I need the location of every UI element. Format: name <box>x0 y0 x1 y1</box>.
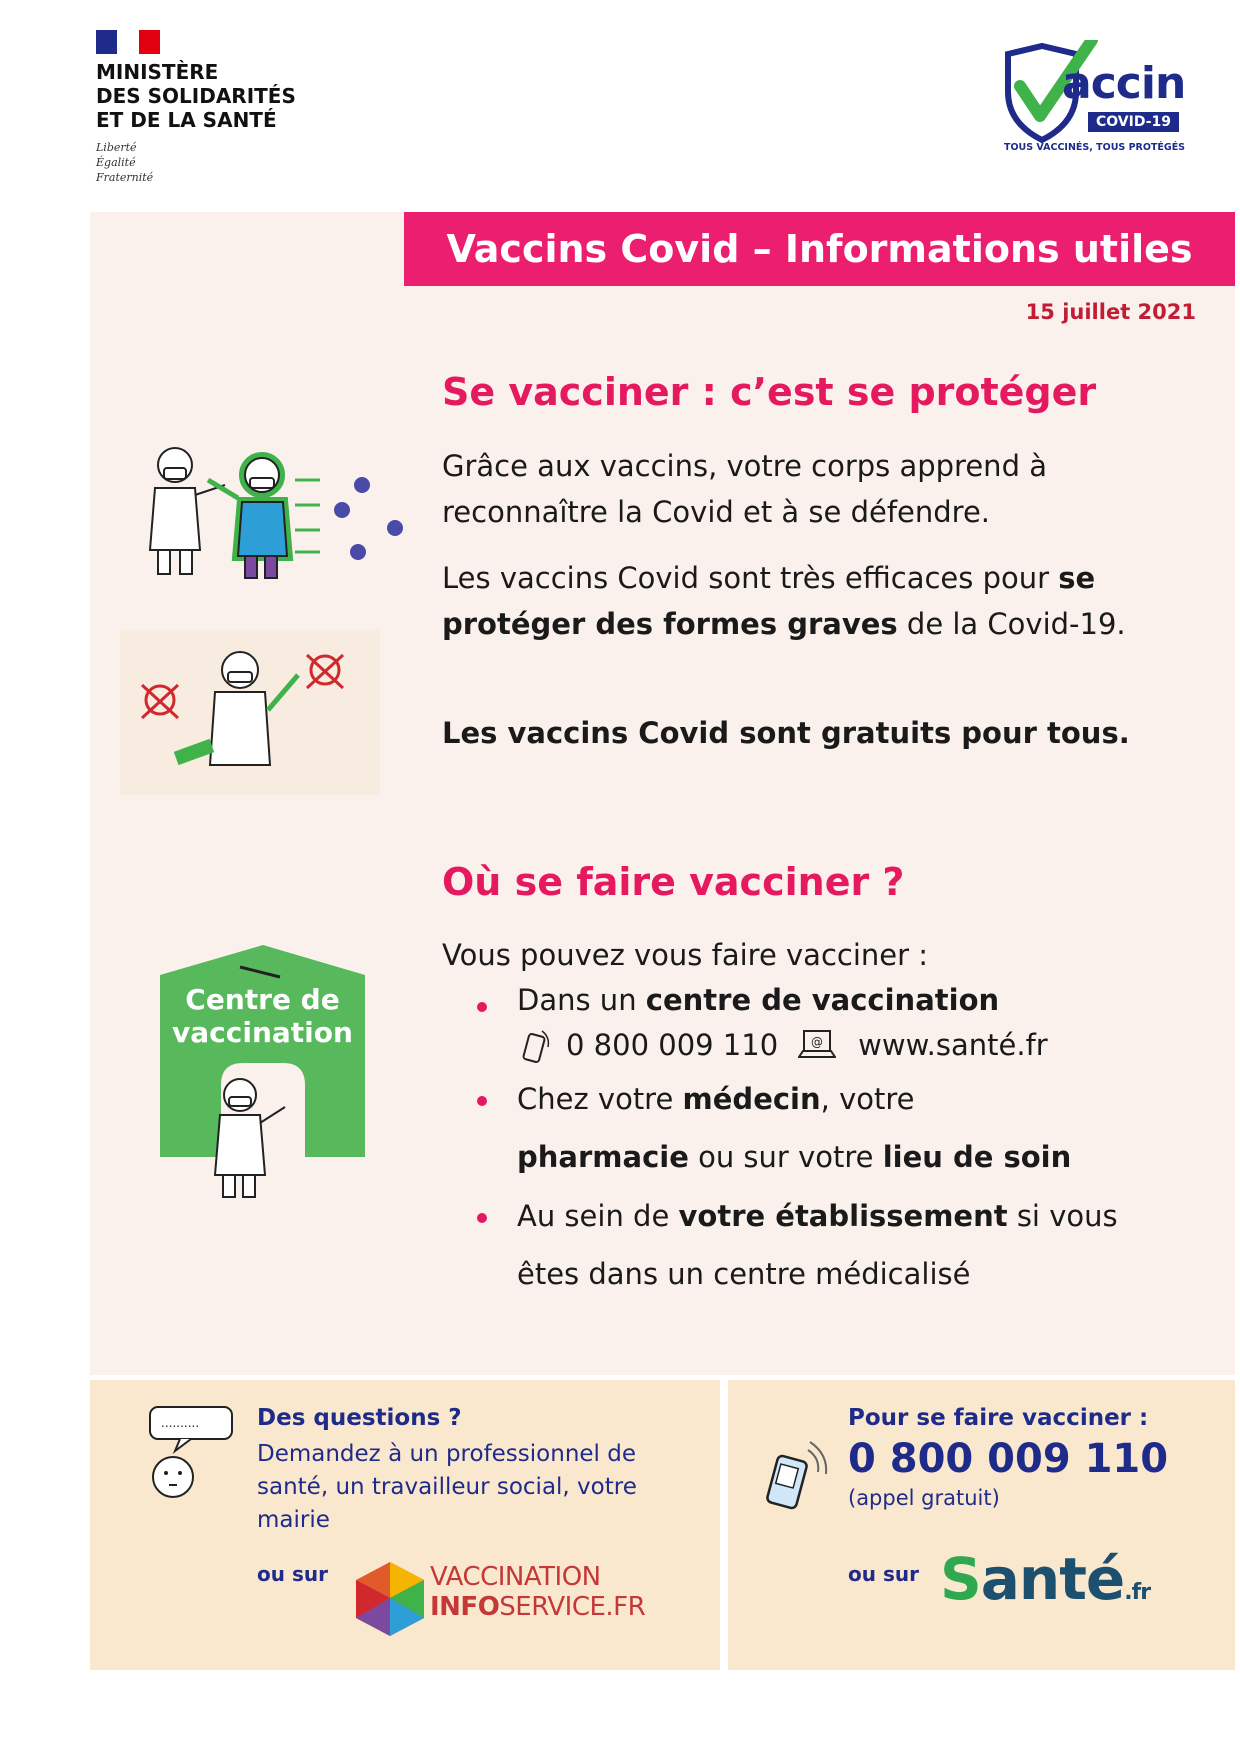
motto-fraternite: Fraternité <box>96 171 154 184</box>
b1-bold: centre de vaccination <box>645 983 1000 1017</box>
vis-logo-line-2 <box>430 1592 645 1622</box>
booking-title: Pour se faire vacciner : <box>848 1405 1149 1431</box>
bullet-text <box>477 1187 1137 1303</box>
bullet-dot <box>477 1002 487 1012</box>
section-title-protect: Se vacciner : c’est se protéger <box>442 370 1097 414</box>
speech-bubble-face-icon <box>145 1405 240 1500</box>
center-phone-number: 0 800 009 110 <box>566 1028 779 1062</box>
sante-logo-fr: .fr <box>1124 1580 1151 1605</box>
b1-text: Dans un <box>517 983 646 1017</box>
sante-fr-logo[interactable] <box>940 1545 1150 1613</box>
sante-logo-word: anté <box>980 1545 1125 1613</box>
section-title-where: Où se faire vacciner ? <box>442 860 905 904</box>
where-intro: Vous pouvez vous faire vacciner : <box>442 938 929 972</box>
b3-bold: votre établissement <box>678 1199 1008 1233</box>
motto-liberte: Liberté <box>96 141 137 154</box>
b3-text-end: si vous êtes dans un centre médicalisé <box>517 1199 1118 1291</box>
vaccination-center-label: Centre de vaccination <box>172 983 353 1049</box>
booking-or-on: ou sur <box>848 1562 919 1586</box>
bullet-text <box>477 976 1137 1024</box>
logo-tagline: TOUS VACCINÉS, TOUS PROTÉGÉS <box>1004 142 1186 153</box>
vis-logo-line-1: VACCINATION <box>430 1562 601 1592</box>
ministry-line-2: DES SOLIDARITÉS <box>96 84 296 108</box>
ministry-line-1: MINISTÈRE <box>96 60 219 84</box>
bullet-dot <box>477 1096 487 1106</box>
b3-text: Au sein de <box>517 1199 679 1233</box>
questions-title: Des questions ? <box>257 1405 462 1431</box>
ministry-name <box>96 60 336 132</box>
doctor-free-vaccine-drawing <box>120 630 380 795</box>
svg-text:@: @ <box>811 1035 824 1049</box>
vis-logo-service: SERVICE.FR <box>499 1592 646 1622</box>
booking-free-call: (appel gratuit) <box>848 1486 1000 1510</box>
doctor-free-vaccine-icon <box>120 630 380 795</box>
center-website[interactable]: www.santé.fr <box>858 1028 1048 1062</box>
b2-bold-pharmacy: pharmacie <box>517 1140 689 1174</box>
laptop-icon <box>798 1029 836 1061</box>
efficacy-bold: se protéger des formes graves <box>442 561 1096 641</box>
motto-egalite: Égalité <box>96 156 136 169</box>
b2-text-mid2: ou sur votre <box>688 1140 883 1174</box>
french-flag-icon <box>96 30 160 54</box>
questions-body: Demandez à un professionnel de santé, un travailleur social, votre mairie <box>257 1441 637 1533</box>
vis-logo-info: INFO <box>430 1592 500 1622</box>
sante-logo-s: S <box>940 1545 981 1613</box>
svg-text:..........: .......... <box>161 1416 200 1430</box>
title-banner <box>404 212 1235 286</box>
phone-icon <box>760 1440 840 1520</box>
b2-text: Chez votre <box>517 1082 683 1116</box>
center-contact-line <box>520 1027 1048 1063</box>
paragraph-free: Les vaccins Covid sont gratuits pour tous. <box>442 716 1130 750</box>
paragraph-immunity: Grâce aux vaccins, votre corps apprend à reconnaître la Covid et à se défendre. <box>442 449 1047 529</box>
bullet-dot <box>477 1213 487 1223</box>
page-title: Vaccins Covid – Informations utiles <box>446 227 1193 271</box>
list-item-establishment <box>477 1187 1137 1303</box>
b2-bold-doctor: médecin <box>682 1082 821 1116</box>
list-item-vaccination-center <box>477 976 1137 1024</box>
bullet-text <box>477 1070 1137 1186</box>
b2-bold-care: lieu de soin <box>882 1140 1072 1174</box>
phone-icon <box>520 1027 554 1063</box>
covid-badge: COVID-19 <box>1088 112 1179 132</box>
ministry-line-3: ET DE LA SANTÉ <box>96 108 277 132</box>
efficacy-text-end: de la Covid-19. <box>897 607 1126 641</box>
republic-motto <box>96 140 336 185</box>
b2-text-mid: , votre <box>820 1082 915 1116</box>
ministry-logo <box>96 30 336 185</box>
date: 15 juillet 2021 <box>1025 300 1196 324</box>
paragraph-efficacy <box>442 555 1142 647</box>
booking-phone-number[interactable]: 0 800 009 110 <box>848 1436 1169 1482</box>
vaccin-word: accin <box>1062 58 1186 109</box>
doctor-vaccinating-patient-icon <box>130 440 420 590</box>
questions-or-on: ou sur <box>257 1562 328 1586</box>
vaccin-covid-logo <box>1000 40 1200 160</box>
list-item-doctor-pharmacy <box>477 1070 1137 1186</box>
efficacy-text: Les vaccins Covid sont très efficaces pour <box>442 561 1059 595</box>
